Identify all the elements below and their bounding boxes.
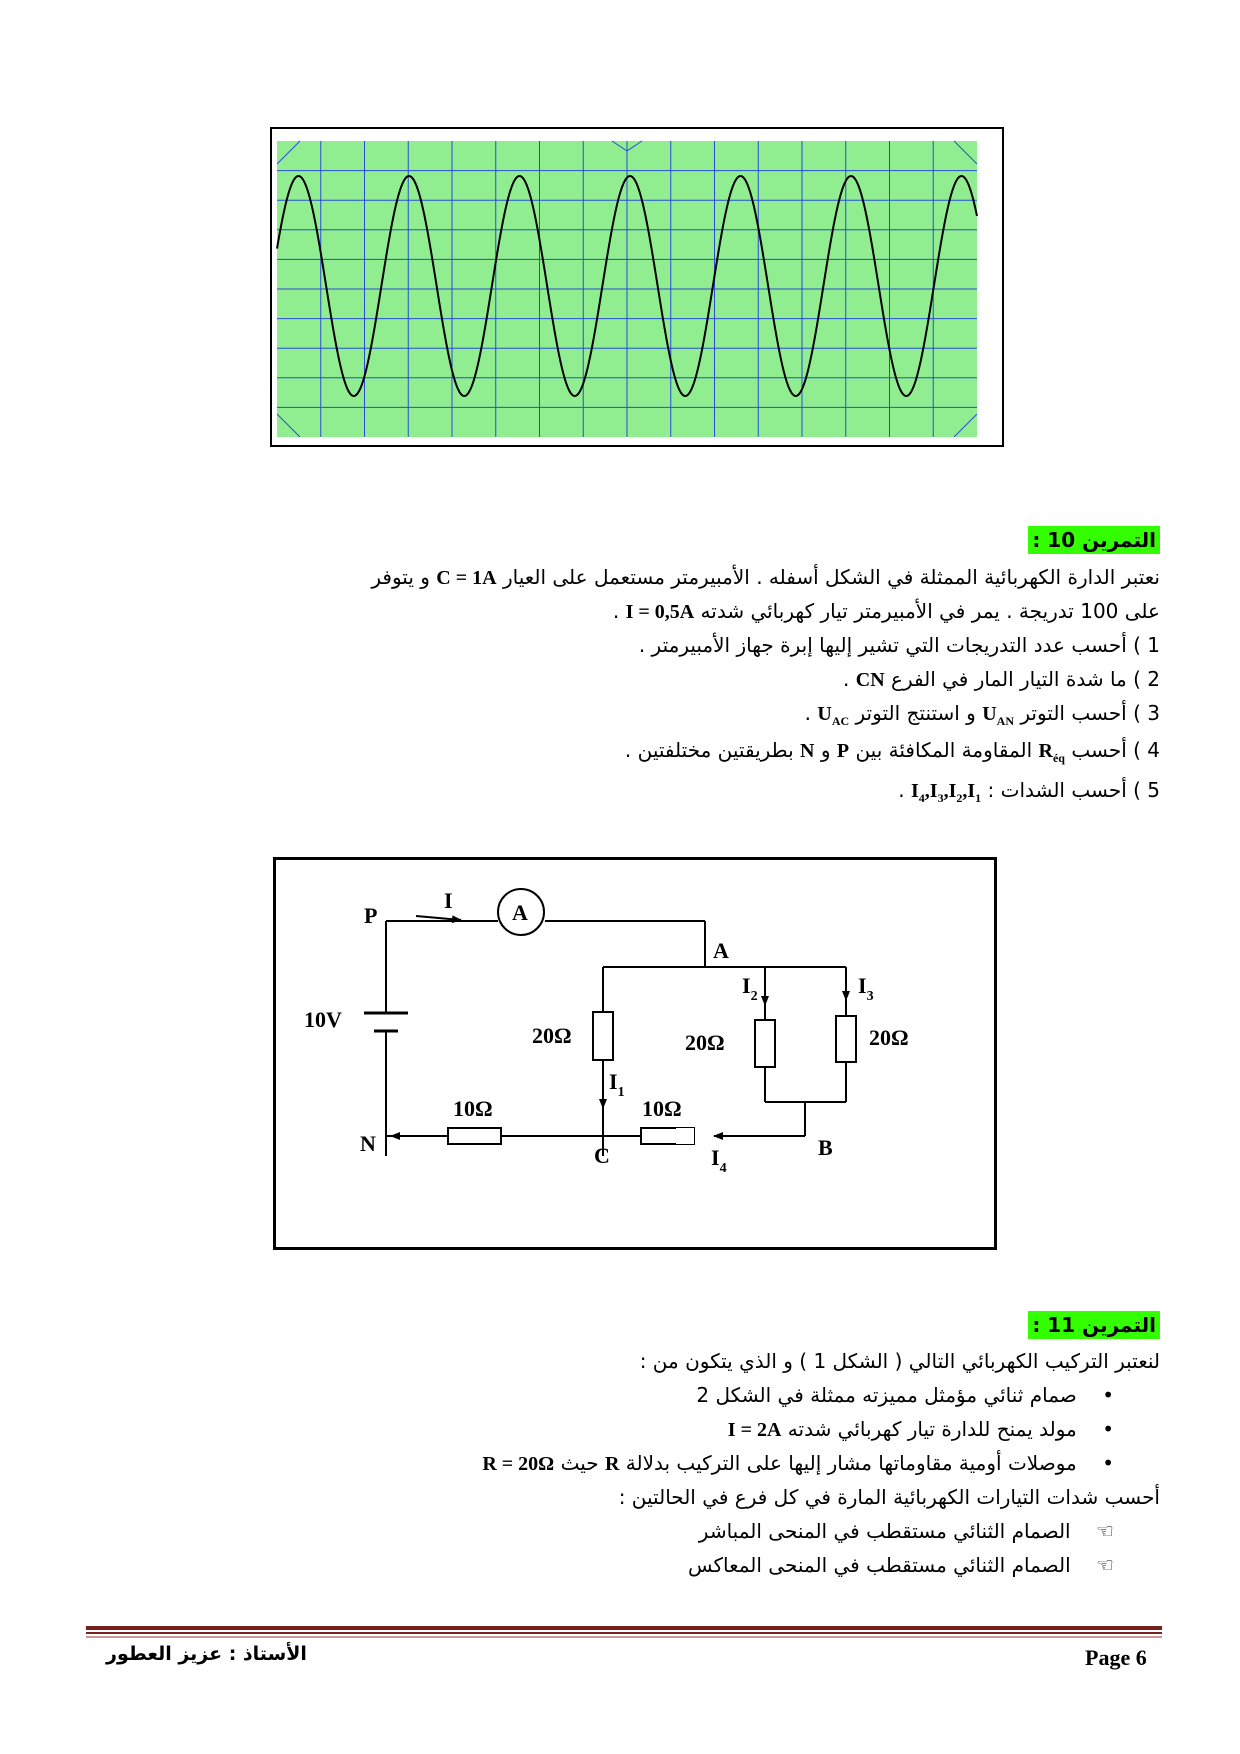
ex10-q4f: N	[800, 740, 815, 762]
ex11-b3b: R	[604, 1453, 620, 1475]
ex11-case2	[688, 1548, 1114, 1582]
resistor-20-middle	[755, 1020, 775, 1067]
label-C: C	[594, 1143, 610, 1168]
ex11-intro-text: لنعتبر التركيب الكهربائي التالي ( الشكل 1 ) و الذي يتكون من :	[639, 1349, 1160, 1373]
ex11-b1: صمام ثنائي مؤمثل مميزته ممثلة في الشكل 2	[696, 1383, 1077, 1407]
ex11-title-text: : التمرين 11	[1028, 1311, 1160, 1339]
ex11-bullet3	[482, 1446, 1114, 1481]
ex11-b3d: R = 20Ω	[482, 1453, 555, 1475]
ex10-line1	[371, 560, 1160, 595]
ex10-l1c: و يتوفر	[371, 565, 430, 589]
ex10-q5c: ,I	[924, 780, 938, 802]
label-R20-right: 20Ω	[869, 1025, 909, 1050]
ex10-q4b-sub: éq	[1052, 751, 1065, 765]
ex10-q3a: 3 ) أحسب التوتر	[1020, 701, 1160, 725]
pointing-hand-icon: ☜	[1096, 1519, 1114, 1543]
ex11-b3c: حيث	[560, 1451, 599, 1475]
ex10-q4g: بطريقتين مختلفتين .	[624, 738, 794, 762]
ex10-q5b-sub: 4	[918, 791, 925, 805]
ex11-bullet2	[728, 1412, 1114, 1447]
ex10-line2	[613, 594, 1160, 629]
ex10-q5d-sub: 2	[956, 791, 963, 805]
ex10-q4	[625, 733, 1160, 775]
label-I: I	[444, 888, 453, 913]
ex11-title	[1028, 1313, 1160, 1337]
ex10-q3d-sub: AC	[831, 714, 850, 728]
ex10-q3e: .	[804, 701, 811, 725]
footer-rule-thin	[86, 1632, 1162, 1634]
circuit-diagram	[276, 860, 994, 1247]
label-P: P	[364, 903, 378, 928]
ex10-q5f: .	[898, 778, 905, 802]
ex11-b2a: مولد يمنح للدارة تيار كهربائي شدته	[787, 1417, 1077, 1441]
ex10-q5d: ,I	[943, 780, 957, 802]
oscilloscope-figure	[270, 127, 1004, 447]
bullet-icon: •	[1102, 1417, 1114, 1441]
ex10-q3c: و استنتج التوتر	[855, 701, 976, 725]
resistor-10-left	[448, 1128, 501, 1144]
ex10-q4c: المقاومة المكافئة بين	[855, 738, 1033, 762]
ex10-q3d: U	[817, 703, 832, 725]
label-I1: $I_1$	[609, 1069, 625, 1100]
bullet-icon: •	[1102, 1451, 1114, 1475]
ex10-q4d: P	[836, 740, 850, 762]
ex11-intro	[640, 1344, 1160, 1378]
ex10-q4a: 4 ) أحسب	[1071, 738, 1160, 762]
author-name: الأستاذ : عزيز العطور	[106, 1643, 307, 1665]
ex11-b2b: I = 2A	[727, 1419, 782, 1441]
resistor-20-left	[593, 1012, 613, 1060]
ex10-q5e: ,I	[962, 780, 976, 802]
resistor-20-right	[836, 1016, 856, 1062]
ex10-q1-text: 1 ) أحسب عدد التدريجات التي تشير إليها إبرة جهاز الأمبيرمتر .	[638, 633, 1160, 657]
ex10-q2b: CN	[855, 669, 885, 691]
ex10-l2a: على 100 تدريجة . يمر في الأمبيرمتر تيار كهربائي شدته	[700, 599, 1160, 623]
ex10-q3	[805, 696, 1160, 738]
label-N: N	[360, 1131, 376, 1156]
ex10-l1a: نعتبر الدارة الكهربائية الممثلة في الشكل أسفله . الأمبيرمتر مستعمل على العيار	[502, 565, 1160, 589]
ex11-bullet1	[696, 1378, 1114, 1412]
label-I2: $I_2$	[742, 973, 758, 1004]
footer-rule	[86, 1626, 1162, 1630]
label-I4: $I_4$	[711, 1145, 727, 1176]
label-ammeter: A	[512, 900, 528, 925]
label-source: 10V	[304, 1007, 342, 1032]
footer-rule-light	[86, 1636, 1162, 1638]
ex10-l2b: I = 0,5A	[625, 601, 695, 623]
ex11-b3a: موصلات أومية مقاوماتها مشار إليها على التركيب بدلالة	[625, 1451, 1077, 1475]
ex10-l1b: C = 1A	[436, 567, 497, 589]
bullet-icon: •	[1102, 1383, 1114, 1407]
ex11-ask	[619, 1480, 1160, 1514]
ex10-l2c: .	[612, 599, 620, 623]
page-number: Page 6	[1085, 1645, 1147, 1670]
ex11-ask-text: أحسب شدات التيارات الكهربائية المارة في كل فرع في الحالتين :	[618, 1485, 1160, 1509]
ex10-title	[1028, 528, 1160, 552]
ex11-case1	[699, 1514, 1114, 1548]
label-R10-left: 10Ω	[453, 1096, 493, 1121]
ex10-q5c-sub: 3	[937, 791, 944, 805]
ex10-q3b: U	[982, 703, 997, 725]
ex10-q4e: و	[820, 738, 831, 762]
ex10-q5e-sub: 1	[975, 791, 982, 805]
ex11-c2: الصمام الثنائي مستقطب في المنحى المعاكس	[687, 1553, 1071, 1577]
ex10-title-text: : التمرين 10	[1028, 526, 1160, 554]
label-R20-left: 20Ω	[532, 1023, 572, 1048]
label-R10-right: 10Ω	[642, 1096, 682, 1121]
components	[364, 889, 856, 1144]
ex10-q2a: 2 ) ما شدة التيار المار في الفرع	[891, 667, 1160, 691]
ex10-q5b: I	[910, 780, 919, 802]
ex10-q4b: R	[1038, 740, 1053, 762]
ex10-q2c: .	[843, 667, 850, 691]
ex10-q3b-sub: AN	[996, 714, 1014, 728]
label-B: B	[818, 1135, 833, 1160]
ex10-q5a: 5 ) أحسب الشدات :	[987, 778, 1160, 802]
arrow-I	[416, 916, 461, 920]
label-I3: $I_3$	[858, 973, 874, 1004]
ex10-q2	[843, 662, 1160, 697]
label-R20-middle: 20Ω	[685, 1030, 725, 1055]
ex10-q1	[639, 628, 1160, 662]
ex10-q5	[898, 773, 1160, 815]
pointing-hand-icon: ☜	[1096, 1553, 1114, 1577]
oscilloscope-screen	[272, 129, 1002, 445]
ex11-c1: الصمام الثنائي مستقطب في المنحى المباشر	[698, 1519, 1071, 1543]
circuit-figure	[273, 857, 997, 1250]
label-A: A	[713, 938, 729, 963]
